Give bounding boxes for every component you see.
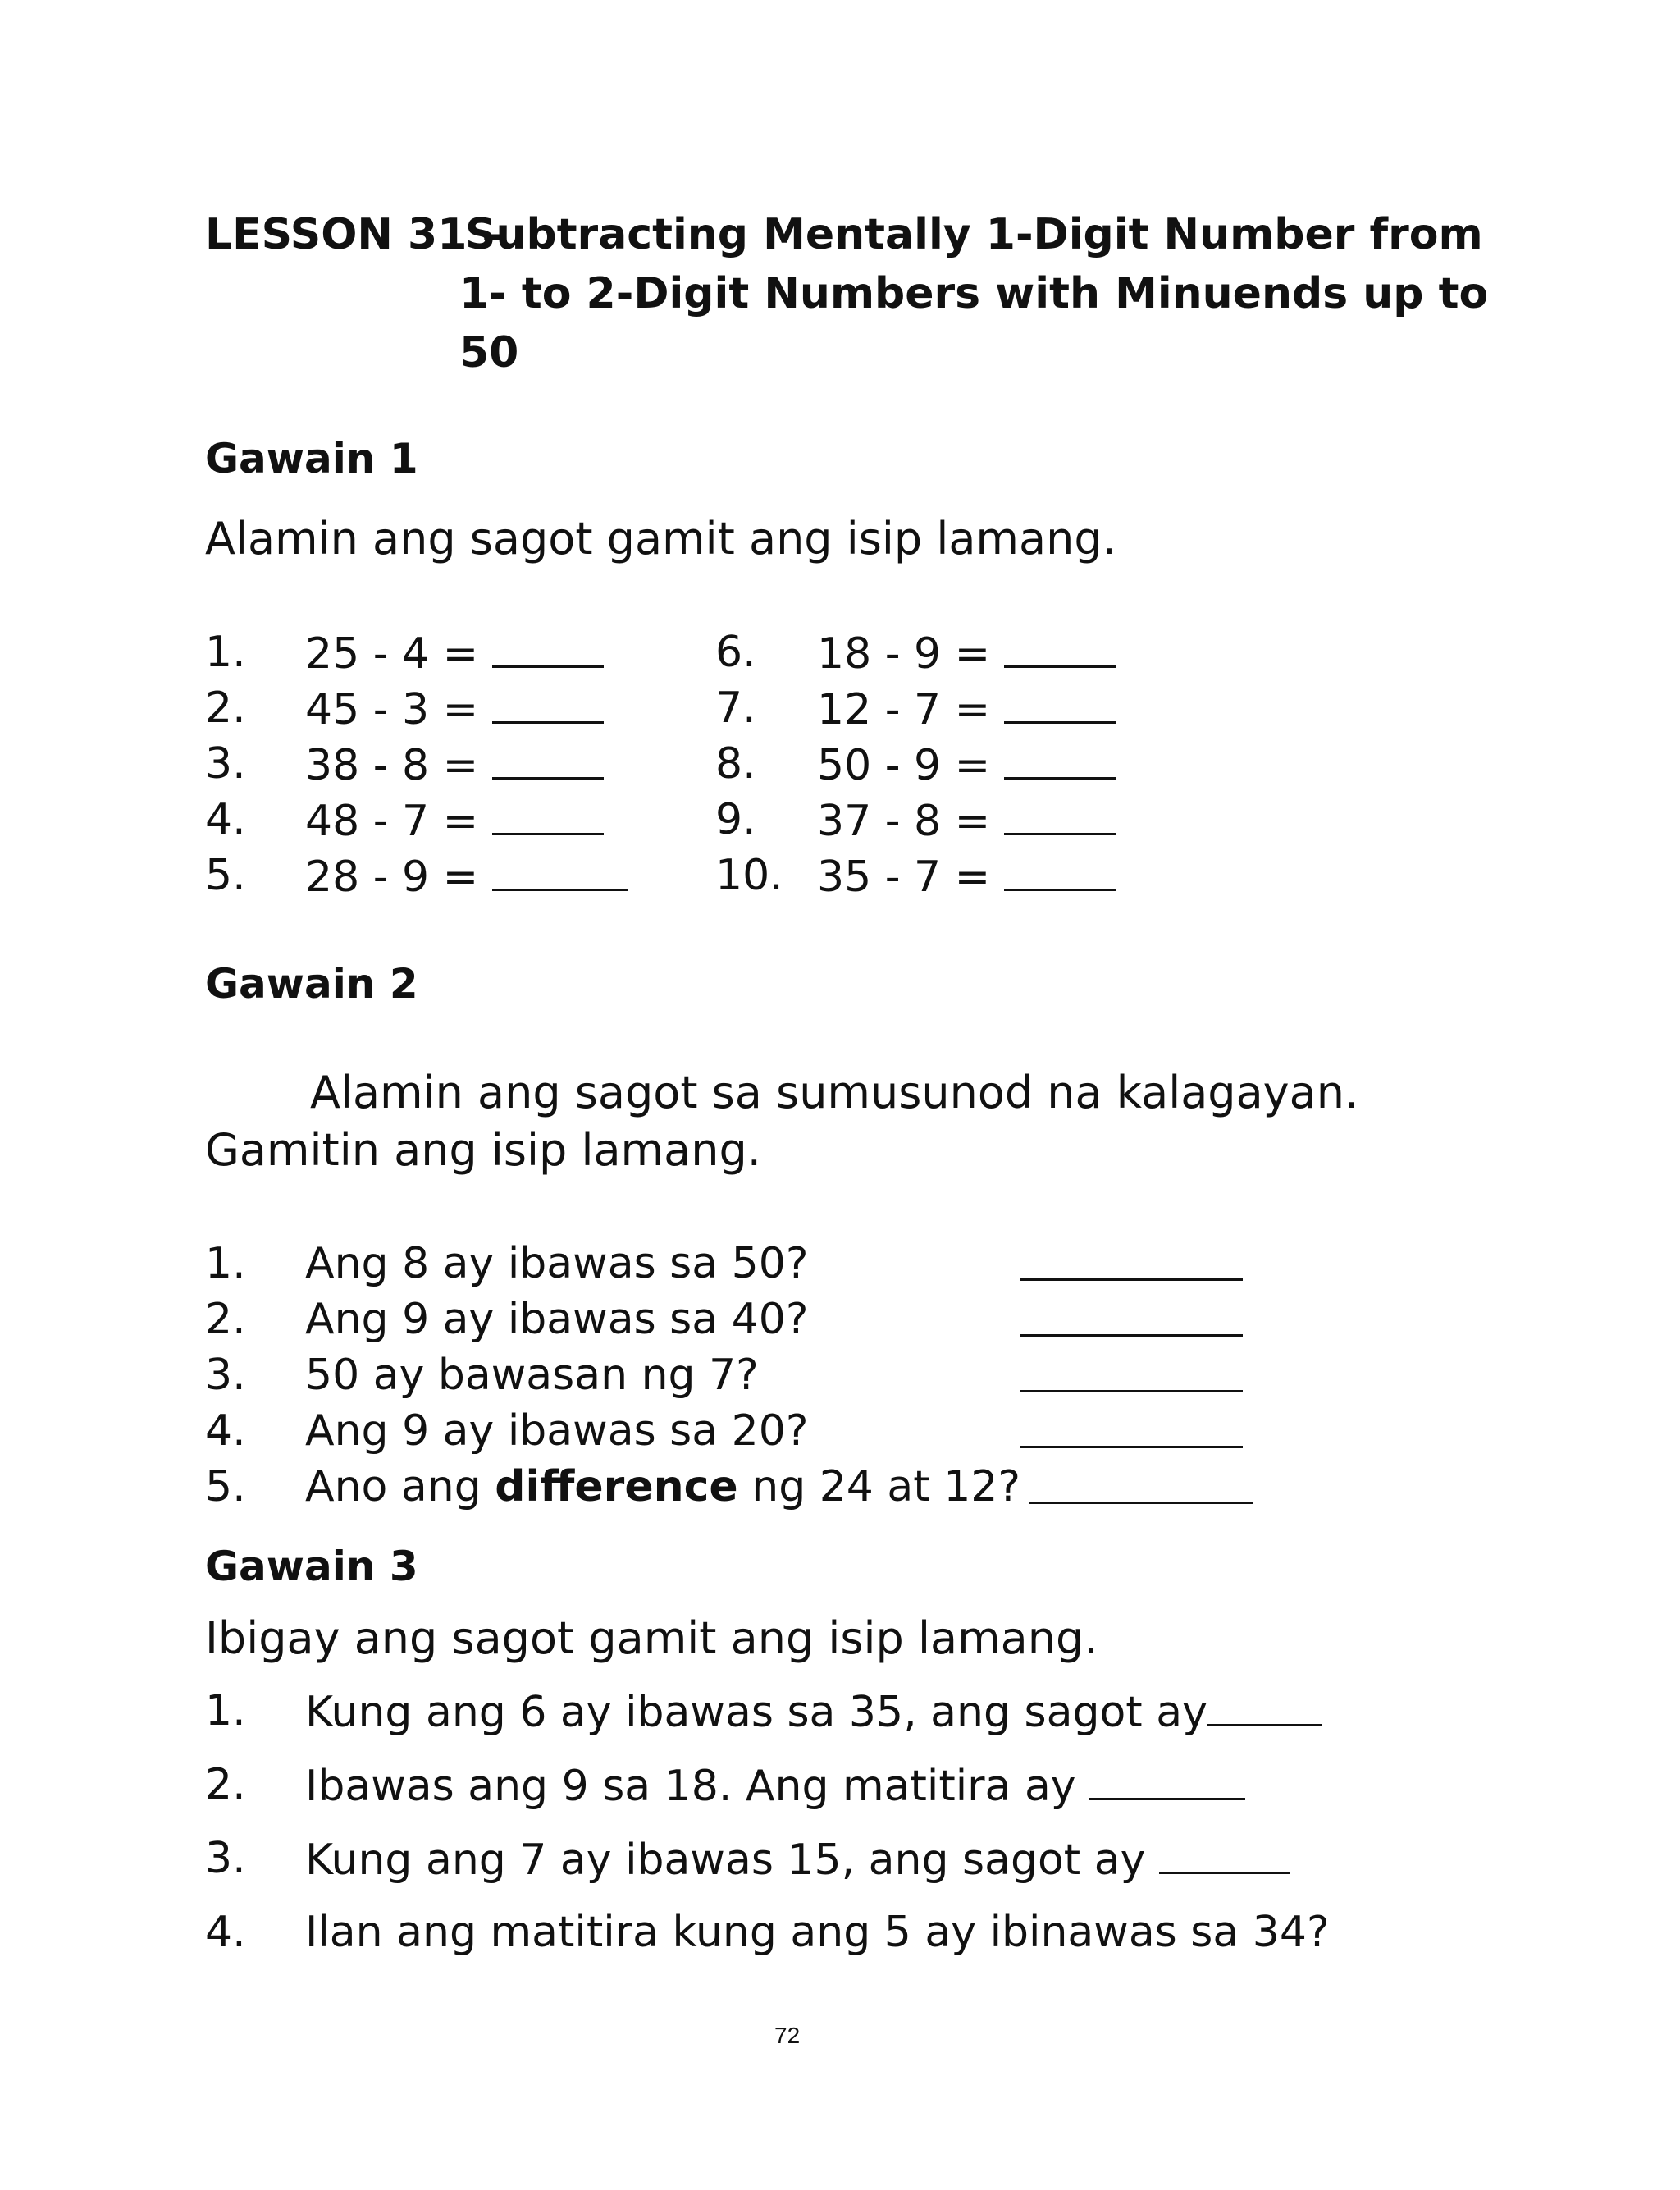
lesson-title-line-1: Subtracting Mentally 1-Digit Number from [465,210,1483,259]
gawain-3-heading: Gawain 3 [205,1543,418,1590]
item-number: 6. [715,628,756,677]
item-number: 9. [715,795,756,844]
question-text: Ilan ang matitira kung ang 5 ay ibinawas sa 34? [305,1908,1330,1957]
item-number: 4. [205,1908,246,1957]
subtraction-expression: 50 - 9 = [817,739,1116,790]
subtraction-expression: 28 - 9 = [305,851,628,902]
item-number: 1. [205,1239,246,1288]
subtraction-expression: 37 - 8 = [817,795,1116,846]
lesson-title-line-3: 50 [459,328,519,377]
answer-blank[interactable] [1004,851,1116,891]
subtraction-expression: 35 - 7 = [817,851,1116,902]
gawain-2-instruction-line-2: Gamitin ang isip lamang. [205,1124,761,1176]
item-number: 4. [205,795,246,844]
answer-blank[interactable] [492,739,604,780]
subtraction-expression: 45 - 3 = [305,684,604,734]
answer-blank[interactable] [1029,1464,1253,1504]
item-number: 2. [205,1295,246,1344]
question-text: Ang 8 ay ibawas sa 50? [305,1239,809,1288]
question-text: Ibawas ang 9 sa 18. Ang matitira ay [305,1760,1245,1811]
gawain-3-instruction: Ibigay ang sagot gamit ang isip lamang. [205,1612,1098,1664]
answer-blank[interactable] [1020,1241,1243,1281]
subtraction-expression: 12 - 7 = [817,684,1116,734]
subtraction-expression: 48 - 7 = [305,795,604,846]
item-number: 3. [205,739,246,789]
item-number: 5. [205,1462,246,1511]
item-number: 2. [205,684,246,733]
answer-blank[interactable] [492,628,604,668]
gawain-2-instruction-line-1: Alamin ang sagot sa sumusunod na kalagayan. [310,1067,1359,1118]
gawain-1-heading: Gawain 1 [205,435,418,482]
item-number: 7. [715,684,756,733]
subtraction-expression: 38 - 8 = [305,739,604,790]
question-text: Kung ang 6 ay ibawas sa 35, ang sagot ay [305,1686,1322,1737]
item-number: 5. [205,851,246,900]
item-number: 1. [205,628,246,677]
item-number: 8. [715,739,756,789]
question-text: Ang 9 ay ibawas sa 20? [305,1406,809,1456]
answer-blank[interactable] [492,851,628,891]
item-number: 3. [205,1834,246,1883]
answer-blank[interactable] [492,795,604,835]
question-text: Ang 9 ay ibawas sa 40? [305,1295,809,1344]
bold-term: difference [495,1462,738,1511]
subtraction-expression: 25 - 4 = [305,628,604,679]
item-number: 4. [205,1406,246,1456]
answer-blank[interactable] [1004,628,1116,668]
lesson-title-prefix: LESSON 31 – [205,210,504,259]
gawain-2-heading: Gawain 2 [205,960,418,1008]
answer-blank[interactable] [1004,739,1116,780]
answer-blank[interactable] [1020,1352,1243,1392]
item-number: 3. [205,1351,246,1400]
item-number: 1. [205,1686,246,1735]
question-text: 50 ay bawasan ng 7? [305,1351,759,1400]
gawain-1-instruction: Alamin ang sagot gamit ang isip lamang. [205,513,1116,565]
answer-blank[interactable] [1089,1760,1245,1800]
answer-blank[interactable] [1004,684,1116,724]
page-number: 72 [774,2023,801,2048]
question-text: Kung ang 7 ay ibawas 15, ang sagot ay [305,1834,1290,1885]
subtraction-expression: 18 - 9 = [817,628,1116,679]
lesson-title-line-2: 1- to 2-Digit Numbers with Minuends up to [459,269,1489,318]
answer-blank[interactable] [1004,795,1116,835]
answer-blank[interactable] [1020,1296,1243,1337]
answer-blank[interactable] [1208,1686,1322,1726]
answer-blank[interactable] [1020,1408,1243,1448]
item-number: 10. [715,851,783,900]
answer-blank[interactable] [492,684,604,724]
question-text: Ano ang difference ng 24 at 12? [305,1462,1020,1511]
item-number: 2. [205,1760,246,1809]
answer-blank[interactable] [1159,1834,1290,1874]
